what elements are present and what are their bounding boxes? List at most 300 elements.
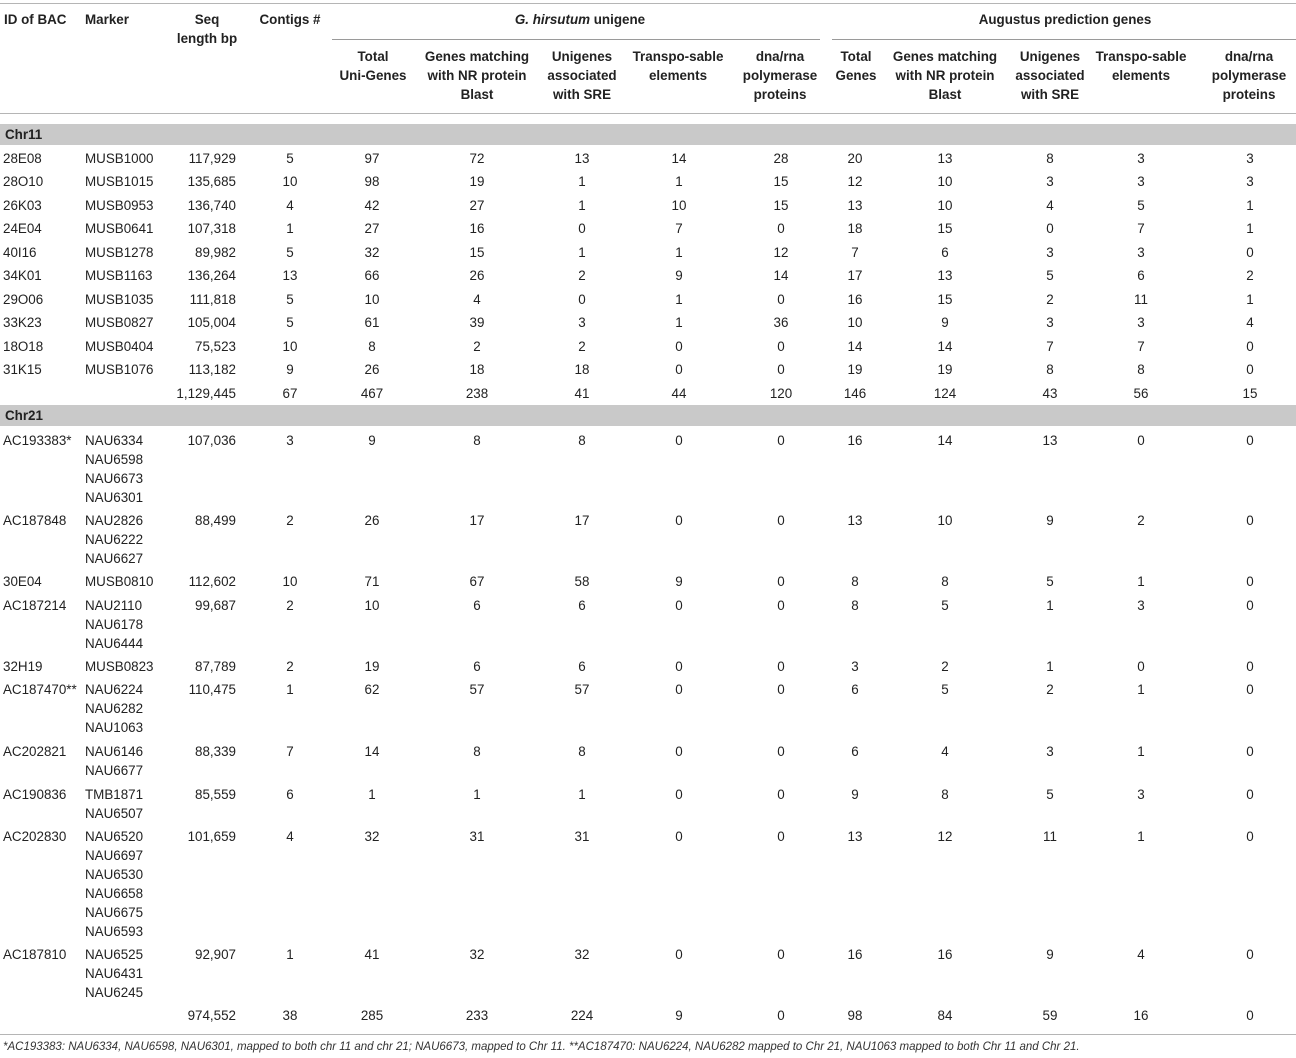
cell-col-5: 2 <box>578 268 586 283</box>
cell-col-9: 8 <box>941 787 949 802</box>
bac-id: 29O06 <box>3 292 44 307</box>
cell-col-1: 105,004 <box>187 315 236 330</box>
cell-col-6: 10 <box>671 198 687 213</box>
cell-col-5: 17 <box>574 513 590 528</box>
cell-col-7: 36 <box>773 315 789 330</box>
bac-id: 40I16 <box>3 245 37 260</box>
cell-col-7: 0 <box>777 1008 785 1023</box>
cell-col-5: 57 <box>574 682 590 697</box>
cell-col-10: 13 <box>1042 433 1058 448</box>
cell-col-10: 8 <box>1046 151 1054 166</box>
cell-col-8: 13 <box>847 198 863 213</box>
marker: NAU6245 <box>85 985 144 1000</box>
marker: NAU2826 <box>85 513 144 528</box>
marker: NAU6520 <box>85 829 144 844</box>
cell-col-5: 6 <box>578 659 586 674</box>
cell-col-7: 0 <box>777 513 785 528</box>
cell-col-1: 112,602 <box>188 574 236 589</box>
cell-col-3: 10 <box>364 292 380 307</box>
cell-col-1: 136,264 <box>187 268 236 283</box>
bottom-rule <box>0 1034 1296 1035</box>
cell-col-4: 2 <box>473 339 481 354</box>
cell-col-5: 8 <box>578 433 586 448</box>
subheader-col-10: dna/rna polymerase proteins <box>1211 49 1287 102</box>
cell-col-3: 285 <box>360 1008 384 1023</box>
cell-col-11: 3 <box>1137 598 1145 613</box>
bac-id: 32H19 <box>3 659 43 674</box>
marker-list <box>85 266 152 285</box>
cell-col-10: 5 <box>1046 787 1054 802</box>
cell-col-6: 0 <box>675 682 683 697</box>
cell-col-12: 1 <box>1246 221 1254 236</box>
cell-col-10: 9 <box>1046 947 1054 962</box>
cell-col-4: 4 <box>473 292 481 307</box>
cell-col-6: 0 <box>675 513 683 528</box>
cell-col-2: 1 <box>286 221 294 236</box>
cell-col-5: 3 <box>578 315 586 330</box>
cell-col-11: 3 <box>1137 174 1145 189</box>
marker: NAU6507 <box>85 806 144 821</box>
bac-id: 24E04 <box>3 221 42 236</box>
cell-col-6: 9 <box>675 268 683 283</box>
subheader-col-2: Genes matching with NR protein Blast <box>424 49 530 102</box>
cell-col-2: 2 <box>286 659 294 674</box>
cell-col-10: 5 <box>1046 574 1054 589</box>
cell-col-8: 16 <box>847 947 863 962</box>
cell-col-5: 18 <box>574 362 590 377</box>
cell-col-4: 15 <box>469 245 485 260</box>
cell-col-9: 15 <box>937 221 953 236</box>
cell-col-2: 67 <box>282 386 298 401</box>
marker-list <box>85 572 153 591</box>
cell-col-6: 14 <box>671 151 687 166</box>
cell-col-12: 0 <box>1246 682 1254 697</box>
cell-col-8: 13 <box>847 513 863 528</box>
cell-col-12: 15 <box>1242 386 1258 401</box>
bac-id: 18O18 <box>3 339 44 354</box>
cell-col-6: 0 <box>675 339 683 354</box>
cell-col-4: 57 <box>469 682 485 697</box>
marker: NAU6334 <box>85 433 144 448</box>
group-suffix: unigene <box>590 12 646 27</box>
cell-col-8: 9 <box>851 787 859 802</box>
cell-col-3: 9 <box>368 433 376 448</box>
cell-col-10: 2 <box>1046 292 1054 307</box>
marker: NAU6675 <box>85 905 144 920</box>
cell-col-2: 10 <box>282 574 298 589</box>
marker: NAU6525 <box>85 947 144 962</box>
cell-col-11: 1 <box>1137 829 1145 844</box>
top-rule <box>0 3 1296 4</box>
cell-col-6: 0 <box>675 787 683 802</box>
cell-col-3: 10 <box>364 598 380 613</box>
marker: MUSB1035 <box>85 292 154 307</box>
cell-col-2: 4 <box>286 829 294 844</box>
table-footnote: *AC193383: NAU6334, NAU6598, NAU6301, mapped to both chr 11 and chr 21; NAU6673, mapped to Chr 11. **AC187470: NAU6224, NAU6282 mapped to Chr 21, NAU1063 mapped to both Chr 11 and Chr 21. <box>3 1041 1080 1053</box>
cell-col-9: 13 <box>937 268 953 283</box>
cell-col-1: 101,659 <box>187 829 236 844</box>
bac-id: 28E08 <box>3 151 42 166</box>
marker-list <box>85 219 153 238</box>
cell-col-12: 0 <box>1246 513 1254 528</box>
marker: TMB1871 <box>85 787 144 802</box>
cell-col-9: 5 <box>941 682 949 697</box>
cell-col-12: 3 <box>1246 151 1254 166</box>
cell-col-7: 0 <box>777 598 785 613</box>
cell-col-10: 43 <box>1042 386 1058 401</box>
cell-col-11: 3 <box>1137 245 1145 260</box>
cell-col-7: 0 <box>777 682 785 697</box>
cell-col-12: 3 <box>1246 174 1254 189</box>
cell-col-4: 27 <box>469 198 485 213</box>
cell-col-11: 6 <box>1137 268 1145 283</box>
marker: NAU6146 <box>85 744 144 759</box>
marker: NAU6224 <box>85 682 144 697</box>
cell-col-7: 0 <box>777 744 785 759</box>
cell-col-1: 117,929 <box>188 151 236 166</box>
cell-col-3: 27 <box>364 221 380 236</box>
cell-col-11: 16 <box>1133 1008 1149 1023</box>
bac-id: 34K01 <box>3 268 42 283</box>
cell-col-12: 0 <box>1246 574 1254 589</box>
cell-col-1: 75,523 <box>195 339 236 354</box>
cell-col-1: 85,559 <box>195 787 236 802</box>
cell-col-11: 3 <box>1137 787 1145 802</box>
cell-col-8: 16 <box>847 433 863 448</box>
cell-col-11: 0 <box>1137 433 1145 448</box>
bac-id: AC187848 <box>3 513 67 528</box>
marker-list <box>85 313 153 332</box>
cell-col-4: 17 <box>469 513 485 528</box>
cell-col-6: 44 <box>671 386 687 401</box>
marker: NAU6677 <box>85 763 144 778</box>
cell-col-3: 1 <box>368 787 376 802</box>
cell-col-12: 0 <box>1246 947 1254 962</box>
cell-col-1: 87,789 <box>195 659 236 674</box>
cell-col-7: 28 <box>773 151 789 166</box>
cell-col-6: 0 <box>675 829 683 844</box>
cell-col-4: 31 <box>469 829 485 844</box>
cell-col-8: 6 <box>851 744 859 759</box>
cell-col-11: 7 <box>1137 339 1145 354</box>
cell-col-7: 0 <box>777 292 785 307</box>
cell-col-1: 107,318 <box>187 221 236 236</box>
marker: NAU6178 <box>85 617 144 632</box>
cell-col-9: 10 <box>937 174 953 189</box>
cell-col-8: 13 <box>847 829 863 844</box>
cell-col-2: 9 <box>286 362 294 377</box>
marker-list <box>85 785 143 823</box>
marker: NAU6598 <box>85 452 144 467</box>
cell-col-4: 8 <box>473 744 481 759</box>
cell-col-7: 0 <box>777 221 785 236</box>
marker: NAU1063 <box>85 720 144 735</box>
bac-id: AC187214 <box>3 598 67 613</box>
header-contigs: Contigs # <box>259 12 321 27</box>
cell-col-4: 18 <box>469 362 485 377</box>
cell-col-3: 8 <box>368 339 376 354</box>
cell-col-11: 3 <box>1137 315 1145 330</box>
cell-col-4: 19 <box>469 174 485 189</box>
cell-col-7: 14 <box>773 268 789 283</box>
cell-col-10: 4 <box>1046 198 1054 213</box>
cell-col-3: 66 <box>364 268 380 283</box>
cell-col-7: 15 <box>773 198 789 213</box>
header-seq-length: Seq length bp <box>176 12 238 46</box>
cell-col-3: 97 <box>364 151 380 166</box>
cell-col-9: 10 <box>937 513 953 528</box>
cell-col-6: 7 <box>675 221 683 236</box>
marker: NAU6593 <box>85 924 144 939</box>
cell-col-2: 6 <box>286 787 294 802</box>
cell-col-8: 8 <box>851 574 859 589</box>
cell-col-1: 88,499 <box>195 513 236 528</box>
cell-col-4: 26 <box>469 268 485 283</box>
cell-col-10: 8 <box>1046 362 1054 377</box>
header-bottom-rule <box>0 113 1296 114</box>
cell-col-5: 1 <box>578 245 586 260</box>
marker: NAU6282 <box>85 701 144 716</box>
cell-col-6: 1 <box>675 174 683 189</box>
cell-col-6: 0 <box>675 744 683 759</box>
bac-id: 33K23 <box>3 315 42 330</box>
bac-id: AC187810 <box>3 947 67 962</box>
bac-id: AC202821 <box>3 744 67 759</box>
cell-col-2: 3 <box>286 433 294 448</box>
cell-col-2: 1 <box>286 947 294 962</box>
cell-col-12: 1 <box>1246 292 1254 307</box>
cell-col-9: 5 <box>941 598 949 613</box>
cell-col-1: 110,475 <box>188 682 236 697</box>
cell-col-9: 15 <box>937 292 953 307</box>
cell-col-2: 13 <box>282 268 298 283</box>
cell-col-9: 124 <box>933 386 957 401</box>
cell-col-12: 0 <box>1246 339 1254 354</box>
marker-list <box>85 360 153 379</box>
marker-list <box>85 827 143 941</box>
cell-col-2: 1 <box>286 682 294 697</box>
cell-col-11: 1 <box>1137 682 1145 697</box>
marker: NAU2110 <box>85 598 143 613</box>
cell-col-5: 0 <box>578 221 586 236</box>
bac-id: AC193383* <box>3 433 72 448</box>
cell-col-1: 92,907 <box>195 947 236 962</box>
cell-col-11: 1 <box>1137 744 1145 759</box>
cell-col-8: 14 <box>847 339 863 354</box>
cell-col-8: 7 <box>851 245 859 260</box>
header-group-unigene <box>340 10 820 29</box>
cell-col-7: 0 <box>777 362 785 377</box>
marker-list <box>85 596 143 653</box>
cell-col-5: 8 <box>578 744 586 759</box>
cell-col-7: 0 <box>777 339 785 354</box>
subheader-col-9: Transpo-sable elements <box>1095 49 1187 83</box>
cell-col-4: 1 <box>473 787 481 802</box>
cell-col-2: 5 <box>286 292 294 307</box>
species-name: G. hirsutum <box>514 12 591 27</box>
cell-col-1: 974,552 <box>187 1008 236 1023</box>
cell-col-6: 0 <box>675 947 683 962</box>
cell-col-1: 113,182 <box>188 362 236 377</box>
cell-col-5: 41 <box>574 386 590 401</box>
cell-col-11: 3 <box>1137 151 1145 166</box>
unigene-group-rule <box>332 39 820 40</box>
marker-list <box>85 149 153 168</box>
cell-col-8: 16 <box>847 292 863 307</box>
cell-col-5: 31 <box>574 829 590 844</box>
bac-id: AC187470** <box>3 682 77 697</box>
cell-col-1: 111,818 <box>189 292 236 307</box>
cell-col-10: 9 <box>1046 513 1054 528</box>
cell-col-5: 58 <box>574 574 590 589</box>
cell-col-8: 8 <box>851 598 859 613</box>
marker: MUSB1000 <box>85 151 154 166</box>
cell-col-7: 0 <box>777 829 785 844</box>
cell-col-12: 4 <box>1246 315 1254 330</box>
cell-col-4: 32 <box>469 947 485 962</box>
cell-col-4: 72 <box>469 151 485 166</box>
bac-id: 28O10 <box>3 174 44 189</box>
marker-list <box>85 172 153 191</box>
marker: MUSB0641 <box>85 221 154 236</box>
cell-col-10: 3 <box>1046 174 1054 189</box>
cell-col-11: 7 <box>1137 221 1145 236</box>
cell-col-3: 71 <box>364 574 380 589</box>
cell-col-3: 32 <box>364 245 380 260</box>
cell-col-5: 0 <box>578 292 586 307</box>
cell-col-6: 0 <box>675 659 683 674</box>
cell-col-5: 13 <box>574 151 590 166</box>
cell-col-3: 62 <box>364 682 380 697</box>
subheader-col-7: Genes matching with NR protein Blast <box>892 49 998 102</box>
cell-col-7: 12 <box>773 245 789 260</box>
cell-col-12: 0 <box>1246 744 1254 759</box>
cell-col-11: 11 <box>1134 292 1148 307</box>
cell-col-10: 59 <box>1042 1008 1058 1023</box>
cell-col-3: 32 <box>364 829 380 844</box>
cell-col-4: 238 <box>465 386 489 401</box>
subheader-col-6: Total Genes <box>835 49 877 83</box>
cell-col-6: 9 <box>675 1008 683 1023</box>
marker-list <box>85 337 153 356</box>
cell-col-12: 0 <box>1246 433 1254 448</box>
cell-col-9: 9 <box>941 315 949 330</box>
cell-col-10: 0 <box>1046 221 1054 236</box>
cell-col-12: 0 <box>1246 659 1254 674</box>
header-group-augustus: Augustus prediction genes <box>978 12 1152 27</box>
marker: NAU6658 <box>85 886 144 901</box>
marker: NAU6431 <box>85 966 144 981</box>
header-id-of-bac: ID of BAC <box>4 12 67 27</box>
cell-col-8: 6 <box>851 682 859 697</box>
cell-col-4: 16 <box>469 221 485 236</box>
cell-col-2: 5 <box>286 151 294 166</box>
bac-id: 30E04 <box>3 574 42 589</box>
cell-col-4: 39 <box>469 315 485 330</box>
cell-col-10: 1 <box>1046 598 1054 613</box>
section-band <box>0 405 1296 426</box>
cell-col-7: 0 <box>777 659 785 674</box>
cell-col-2: 10 <box>282 339 298 354</box>
cell-col-3: 467 <box>360 386 384 401</box>
cell-col-8: 12 <box>847 174 863 189</box>
cell-col-1: 89,982 <box>195 245 236 260</box>
cell-col-4: 8 <box>473 433 481 448</box>
cell-col-12: 2 <box>1246 268 1254 283</box>
marker-list <box>85 742 143 780</box>
cell-col-1: 135,685 <box>187 174 236 189</box>
cell-col-11: 4 <box>1137 947 1145 962</box>
cell-col-7: 0 <box>777 947 785 962</box>
cell-col-11: 0 <box>1137 659 1145 674</box>
cell-col-11: 5 <box>1137 198 1145 213</box>
cell-col-11: 1 <box>1137 574 1145 589</box>
cell-col-9: 19 <box>937 362 953 377</box>
augustus-group-rule <box>832 39 1296 40</box>
cell-col-12: 0 <box>1246 362 1254 377</box>
cell-col-8: 146 <box>843 386 867 401</box>
cell-col-10: 3 <box>1046 245 1054 260</box>
cell-col-12: 0 <box>1246 1008 1254 1023</box>
cell-col-12: 1 <box>1246 198 1254 213</box>
cell-col-2: 2 <box>286 598 294 613</box>
cell-col-6: 9 <box>675 574 683 589</box>
marker: MUSB1163 <box>85 268 153 283</box>
cell-col-9: 14 <box>937 339 953 354</box>
cell-col-7: 120 <box>769 386 793 401</box>
cell-col-8: 20 <box>847 151 863 166</box>
cell-col-9: 12 <box>937 829 953 844</box>
cell-col-4: 6 <box>473 659 481 674</box>
cell-col-2: 5 <box>286 315 294 330</box>
cell-col-7: 0 <box>777 574 785 589</box>
cell-col-5: 1 <box>578 198 586 213</box>
cell-col-7: 0 <box>777 787 785 802</box>
cell-col-12: 0 <box>1246 245 1254 260</box>
marker: MUSB1278 <box>85 245 154 260</box>
cell-col-5: 2 <box>578 339 586 354</box>
cell-col-4: 6 <box>473 598 481 613</box>
cell-col-8: 10 <box>847 315 863 330</box>
cell-col-6: 1 <box>675 292 683 307</box>
cell-col-10: 5 <box>1046 268 1054 283</box>
marker: MUSB0953 <box>85 198 154 213</box>
cell-col-10: 11 <box>1043 829 1057 844</box>
marker: NAU6673 <box>85 471 144 486</box>
cell-col-8: 98 <box>847 1008 863 1023</box>
marker: MUSB0823 <box>85 659 154 674</box>
subheader-col-3: Unigenes associated with SRE <box>547 49 617 102</box>
cell-col-12: 0 <box>1246 829 1254 844</box>
cell-col-9: 16 <box>937 947 953 962</box>
cell-col-5: 224 <box>570 1008 594 1023</box>
cell-col-1: 88,339 <box>195 744 236 759</box>
cell-col-9: 2 <box>941 659 949 674</box>
marker: MUSB0810 <box>85 574 154 589</box>
marker-list <box>85 431 143 507</box>
marker: MUSB0827 <box>85 315 154 330</box>
cell-col-1: 1,129,445 <box>176 386 236 401</box>
marker: NAU6697 <box>85 848 144 863</box>
subheader-col-8: Unigenes associated with SRE <box>1015 49 1085 102</box>
cell-col-5: 32 <box>574 947 590 962</box>
cell-col-5: 1 <box>578 174 586 189</box>
cell-col-3: 42 <box>364 198 380 213</box>
subheader-col-5: dna/rna polymerase proteins <box>742 49 818 102</box>
marker-list <box>85 511 143 568</box>
marker: MUSB1015 <box>85 174 154 189</box>
subheader-col-1: Total Uni-Genes <box>339 49 407 83</box>
